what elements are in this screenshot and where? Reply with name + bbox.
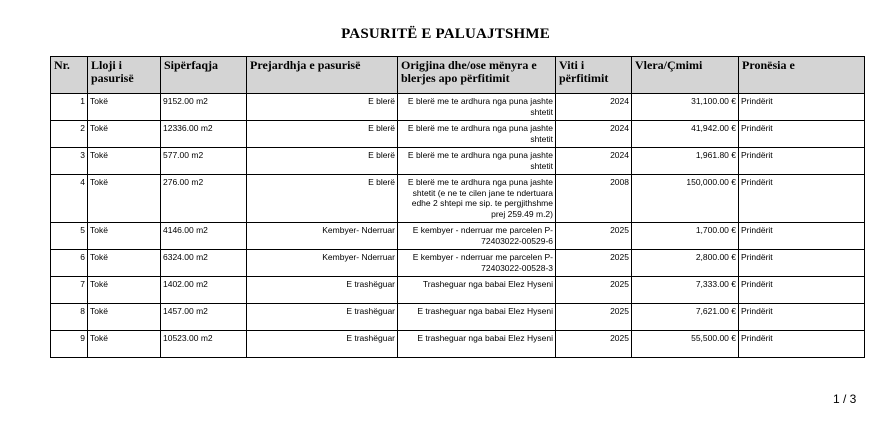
cell-origin: E blerë me te ardhura nga puna jashte shtetit <box>398 148 556 175</box>
cell-area: 1402.00 m2 <box>161 277 247 304</box>
table-row <box>51 304 865 331</box>
header-type: Lloji i pasurisë <box>88 57 161 94</box>
cell-ownership: Prindërit <box>739 331 865 358</box>
cell-area: 10523.00 m2 <box>161 331 247 358</box>
table-row <box>51 223 865 250</box>
cell-year: 2025 <box>556 304 632 331</box>
cell-area: 276.00 m2 <box>161 175 247 223</box>
cell-origin: E kembyer - nderruar me parcelen P-72403022-00529-6 <box>398 223 556 250</box>
cell-origin: E trasheguar nga babai Elez Hyseni <box>398 331 556 358</box>
cell-origin: Trasheguar nga babai Elez Hyseni <box>398 277 556 304</box>
cell-nr: 7 <box>51 277 88 304</box>
cell-value: 7,333.00 € <box>632 277 739 304</box>
cell-area: 4146.00 m2 <box>161 223 247 250</box>
header-ownership: Pronësia e <box>739 57 865 94</box>
cell-ownership: Prindërit <box>739 175 865 223</box>
cell-nr: 3 <box>51 148 88 175</box>
cell-area: 12336.00 m2 <box>161 121 247 148</box>
cell-provenance: E trashëguar <box>247 304 398 331</box>
header-provenance: Prejardhja e pasurisë <box>247 57 398 94</box>
cell-value: 7,621.00 € <box>632 304 739 331</box>
cell-provenance: E blerë <box>247 148 398 175</box>
document-title: PASURITË E PALUAJTSHME <box>341 26 550 42</box>
cell-provenance: Kembyer- Nderruar <box>247 250 398 277</box>
cell-nr: 6 <box>51 250 88 277</box>
cell-nr: 9 <box>51 331 88 358</box>
cell-provenance: E trashëguar <box>247 331 398 358</box>
cell-origin: E blerë me te ardhura nga puna jashte shtetit (e ne te cilen jane te ndertuara edhe 2 shtepi me sip. te pergjithshme prej 259.49 m.2) <box>398 175 556 223</box>
header-nr: Nr. <box>51 57 88 94</box>
cell-value: 2,800.00 € <box>632 250 739 277</box>
cell-year: 2024 <box>556 94 632 121</box>
cell-nr: 1 <box>51 94 88 121</box>
header-origin: Origjina dhe/ose mënyra e blerjes apo përfitimit <box>398 57 556 94</box>
cell-year: 2025 <box>556 223 632 250</box>
cell-type: Tokë <box>88 331 161 358</box>
cell-area: 1457.00 m2 <box>161 304 247 331</box>
header-year: Viti i përfitimit <box>556 57 632 94</box>
cell-type: Tokë <box>88 121 161 148</box>
cell-type: Tokë <box>88 94 161 121</box>
cell-value: 150,000.00 € <box>632 175 739 223</box>
cell-year: 2024 <box>556 121 632 148</box>
cell-value: 41,942.00 € <box>632 121 739 148</box>
cell-ownership: Prindërit <box>739 250 865 277</box>
table-row <box>51 250 865 277</box>
cell-ownership: Prindërit <box>739 121 865 148</box>
table-row <box>51 175 865 223</box>
cell-year: 2024 <box>556 148 632 175</box>
cell-area: 6324.00 m2 <box>161 250 247 277</box>
cell-year: 2025 <box>556 250 632 277</box>
table-row <box>51 148 865 175</box>
cell-type: Tokë <box>88 277 161 304</box>
cell-nr: 4 <box>51 175 88 223</box>
cell-type: Tokë <box>88 223 161 250</box>
table-row <box>51 331 865 358</box>
cell-value: 1,700.00 € <box>632 223 739 250</box>
cell-ownership: Prindërit <box>739 223 865 250</box>
cell-year: 2008 <box>556 175 632 223</box>
header-area: Sipërfaqja <box>161 57 247 94</box>
cell-origin: E trasheguar nga babai Elez Hyseni <box>398 304 556 331</box>
cell-ownership: Prindërit <box>739 277 865 304</box>
table-row <box>51 277 865 304</box>
cell-provenance: E blerë <box>247 94 398 121</box>
cell-origin: E blerë me te ardhura nga puna jashte shtetit <box>398 121 556 148</box>
cell-origin: E kembyer - nderruar me parcelen P-72403022-00528-3 <box>398 250 556 277</box>
cell-provenance: E blerë <box>247 121 398 148</box>
cell-value: 1,961.80 € <box>632 148 739 175</box>
cell-provenance: E trashëguar <box>247 277 398 304</box>
table-row <box>51 94 865 121</box>
cell-ownership: Prindërit <box>739 304 865 331</box>
cell-value: 31,100.00 € <box>632 94 739 121</box>
cell-ownership: Prindërit <box>739 148 865 175</box>
cell-provenance: E blerë <box>247 175 398 223</box>
table-row <box>51 121 865 148</box>
table-header-row <box>51 57 865 94</box>
cell-provenance: Kembyer- Nderruar <box>247 223 398 250</box>
cell-area: 9152.00 m2 <box>161 94 247 121</box>
cell-year: 2025 <box>556 331 632 358</box>
cell-origin: E blerë me te ardhura nga puna jashte shtetit <box>398 94 556 121</box>
cell-nr: 8 <box>51 304 88 331</box>
cell-nr: 2 <box>51 121 88 148</box>
assets-table <box>50 56 865 358</box>
cell-type: Tokë <box>88 304 161 331</box>
cell-ownership: Prindërit <box>739 94 865 121</box>
cell-nr: 5 <box>51 223 88 250</box>
cell-area: 577.00 m2 <box>161 148 247 175</box>
cell-year: 2025 <box>556 277 632 304</box>
cell-type: Tokë <box>88 148 161 175</box>
header-value: Vlera/Çmimi <box>632 57 739 94</box>
cell-type: Tokë <box>88 250 161 277</box>
cell-type: Tokë <box>88 175 161 223</box>
cell-value: 55,500.00 € <box>632 331 739 358</box>
page-indicator: 1 / 3 <box>833 392 857 406</box>
